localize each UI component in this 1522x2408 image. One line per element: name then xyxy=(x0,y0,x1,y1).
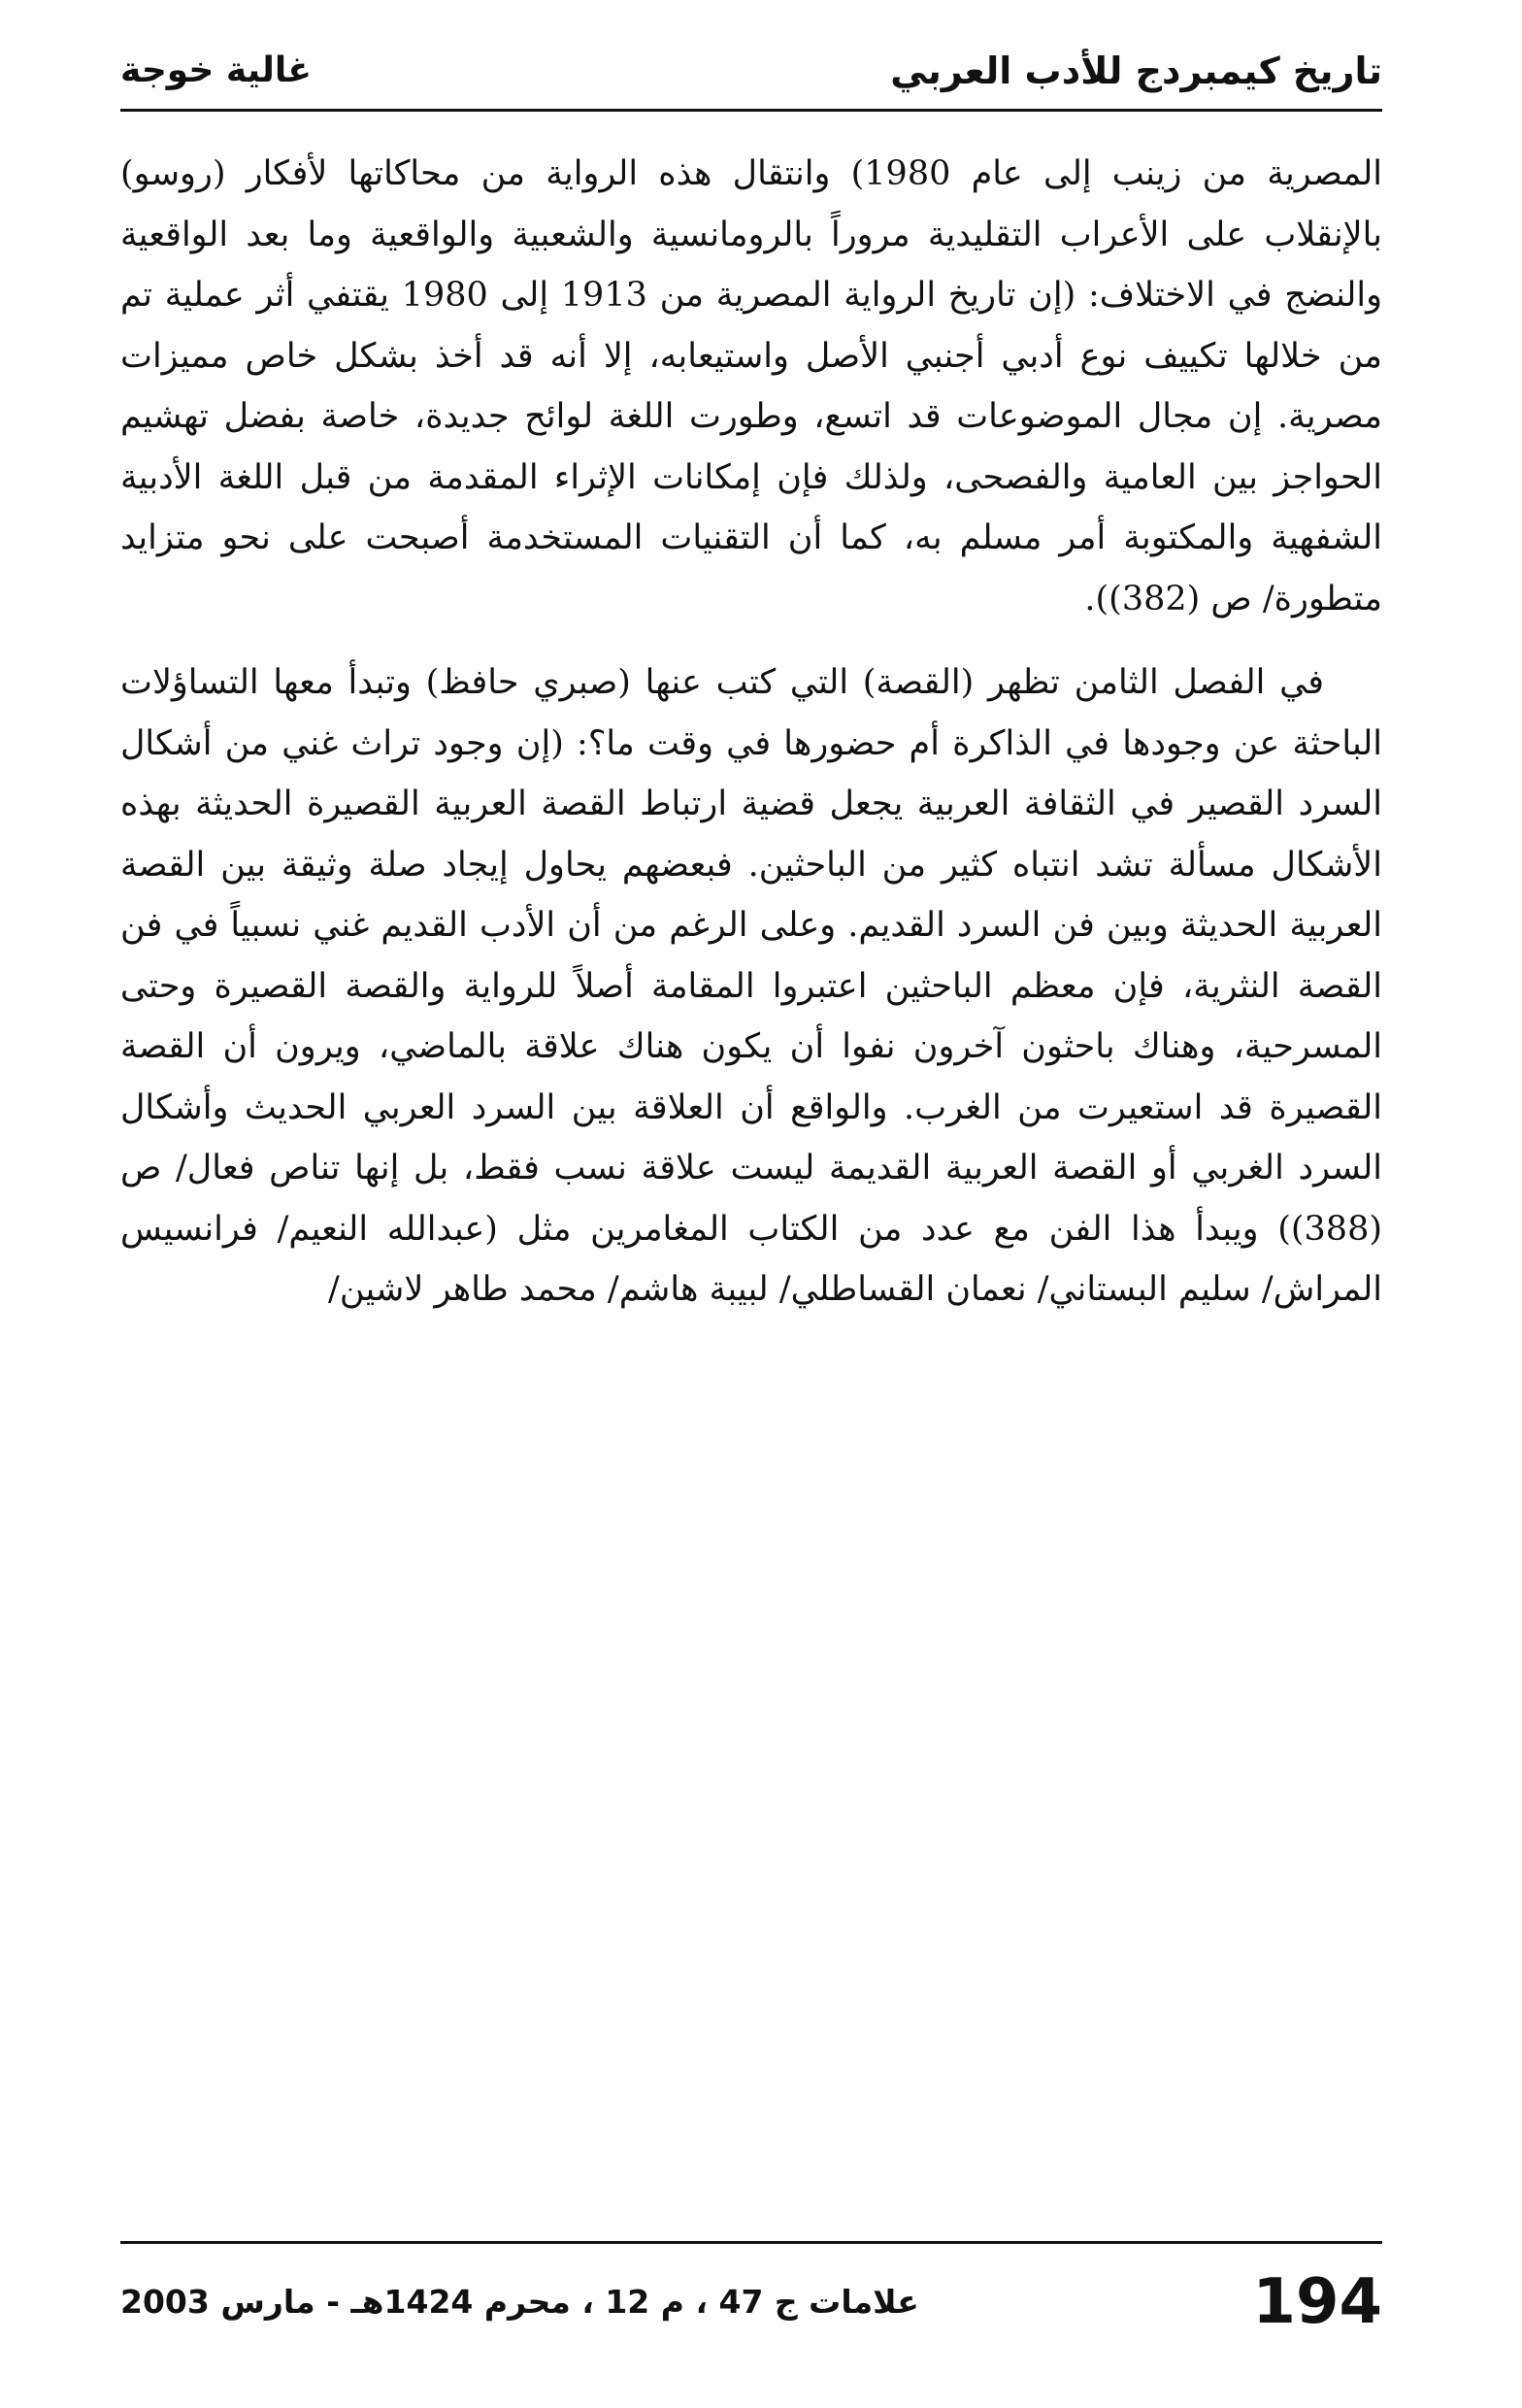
paragraph-1: المصرية من زينب إلى عام 1980) وانتقال هذه الرواية من محاكاتها لأفكار (روسو) بالإنقلاب على الأعراب التقليدية مروراً بالرومانسية والشعبية والواقعية وما بعد الواقعية والنضج في الاختلاف: (إن تاريخ الرواية المصرية من 1913 إلى 1980 يقتفي أثر عملية تم من خلالها تكييف نوع أدبي أجنبي الأصل واستيعابه، إلا أنه قد أخذ بشكل خاص مميزات مصرية. إن مجال الموضوعات قد اتسع، وطورت اللغة لوائح جديدة، خاصة بفضل تهشيم الحواجز بين العامية والفصحى، ولذلك فإن إمكانات الإثراء المقدمة من قبل اللغة الأدبية الشفهية والمكتوبة أمر مسلم به، كما أن التقنيات المستخدمة أصبحت على نحو متزايد متطورة/ ص (382)). xyxy=(120,154,1383,619)
header-divider xyxy=(120,109,1382,112)
paragraph-2: في الفصل الثامن تظهر (القصة) التي كتب عنها (صبري حافظ) وتبدأ معها التساؤلات الباحثة عن وجودها في الذاكرة أم حضورها في وقت ما؟: (إن وجود تراث غني من أشكال السرد القصير في الثقافة العربية يجعل قضية ارتباط القصة العربية القصيرة الحديثة بهذه الأشكال مسألة تشد انتباه كثير من الباحثين. فبعضهم يحاول إيجاد صلة وثيقة بين القصة العربية الحديثة وبين فن السرد القديم. وعلى الرغم من أن الأدب القديم غني نسبياً في فن القصة النثرية، فإن معظم الباحثين اعتبروا المقامة أصلاً للرواية والقصة القصيرة وحتى المسرحية، وهناك باحثون آخرون نفوا أن يكون هناك علاقة بالماضي، ويرون أن القصة القصيرة قد استعيرت من الغرب. والواقع أن العلاقة بين السرد العربي الحديث وأشكال السرد الغربي أو القصة العربية القديمة ليست علاقة نسب فقط، بل إنها تناص فعال/ ص (388)) ويبدأ هذا الفن مع عدد من الكتاب المغامرين مثل (عبدالله النعيم/ فرانسيس المراش/ سليم البستاني/ نعمان القساطلي/ لبيبة هاشم/ محمد طاهر لاشين/ xyxy=(120,663,1382,1309)
running-header xyxy=(120,37,1382,105)
header-author-name: غالية خوجة xyxy=(120,50,312,90)
page-number: 194 xyxy=(1252,2266,1382,2338)
page-footer xyxy=(120,2258,1382,2346)
body-text xyxy=(120,144,1382,1321)
footer-journal-issue: علامات ج 47 ، م 12 ، محرم 1424هـ - مارس 2003 xyxy=(120,2283,919,2321)
footer-divider xyxy=(120,2241,1382,2244)
header-book-title: تاريخ كيمبردج للأدب العربي xyxy=(890,50,1382,92)
